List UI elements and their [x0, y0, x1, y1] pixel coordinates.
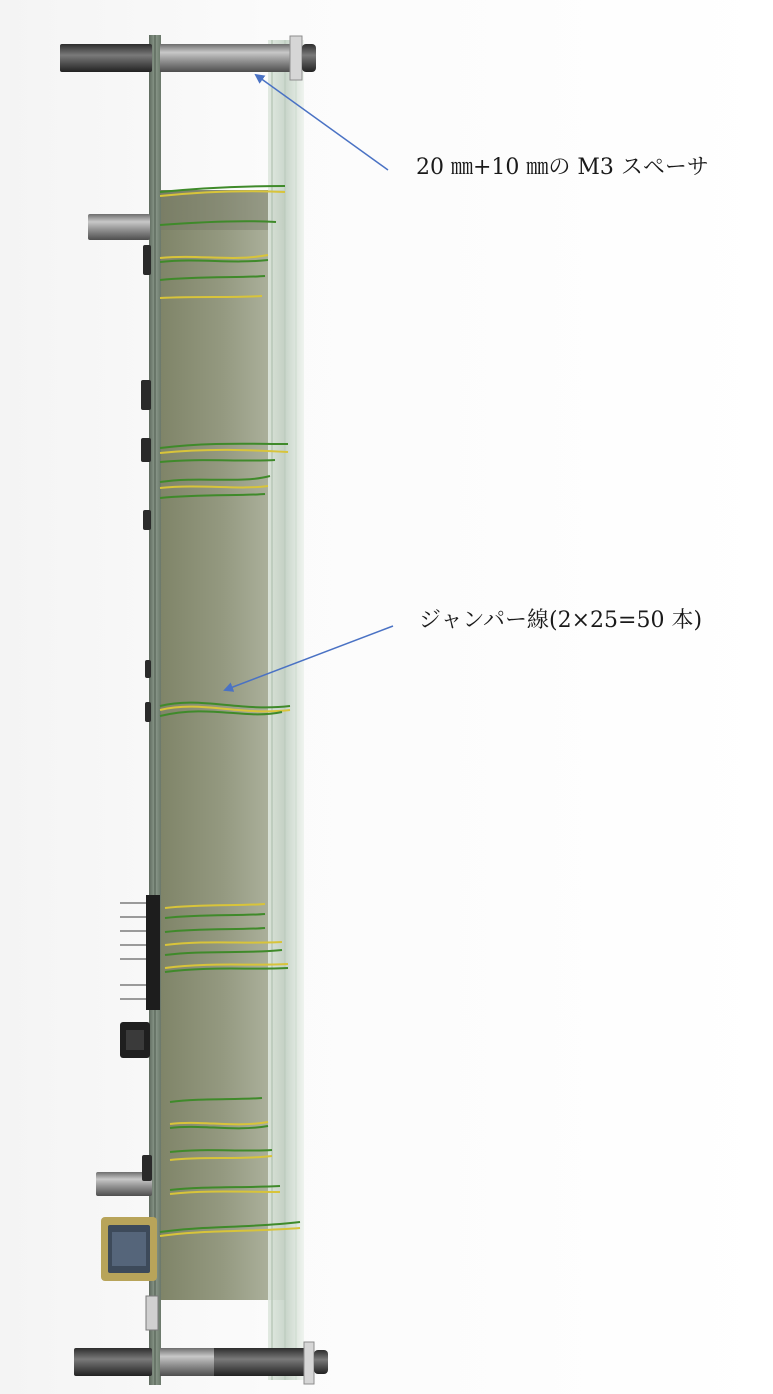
inductor-component	[101, 1217, 157, 1281]
spacer-annotation-label: 20 ㎜+10 ㎜の M3 スペーサ	[416, 155, 709, 180]
board-gap-cavity	[160, 190, 285, 1300]
jumper-annotation-label: ジャンパー線(2×25=50 本)	[419, 608, 703, 633]
